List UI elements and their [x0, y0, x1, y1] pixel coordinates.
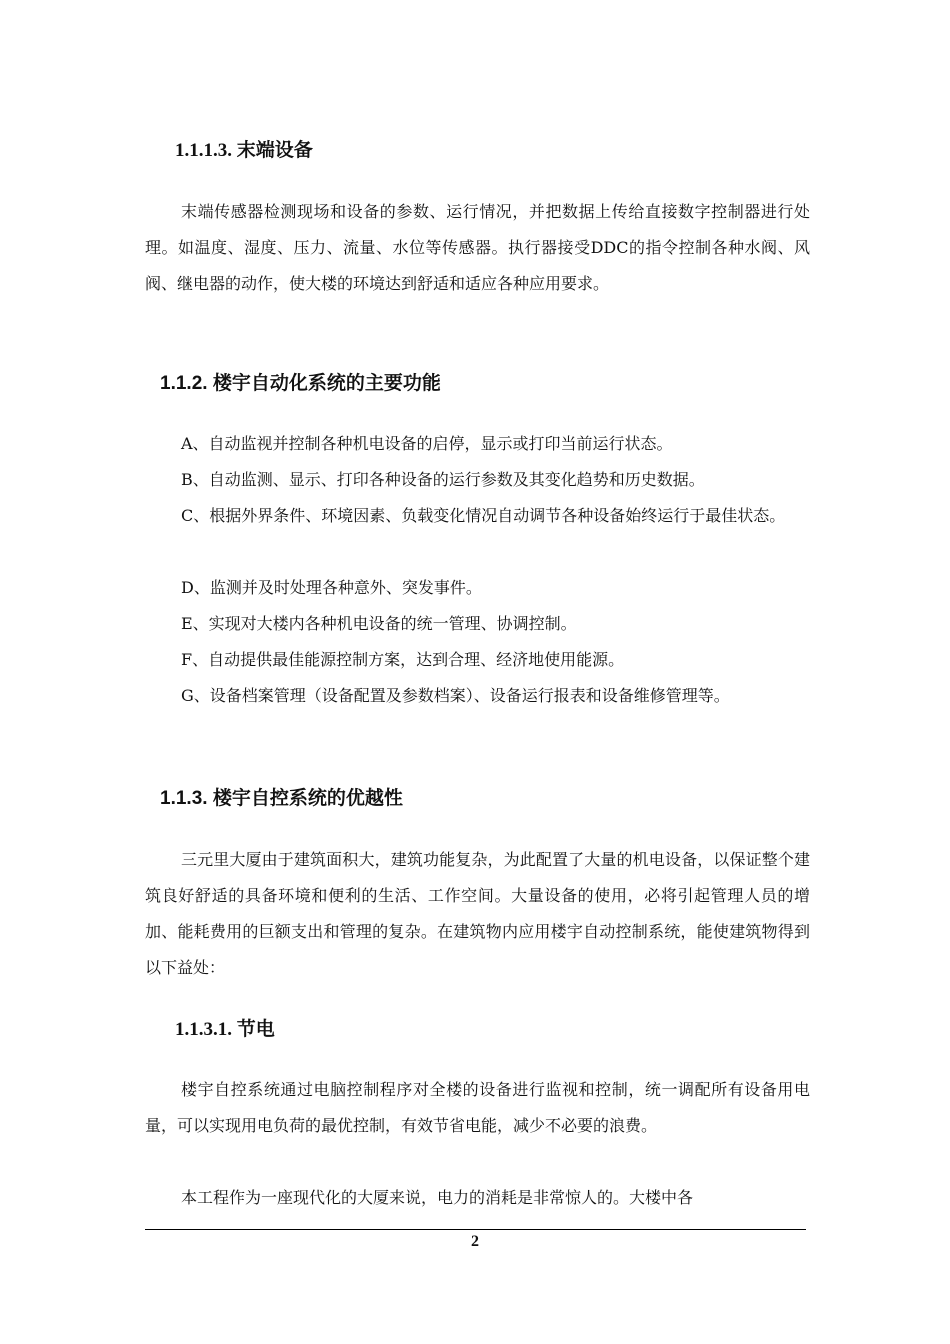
list-item-g: G、设备档案管理（设备配置及参数档案）、设备运行报表和设备维修管理等。 — [181, 686, 730, 705]
list-item-e: E、实现对大楼内各种机电设备的统一管理、协调控制。 — [181, 614, 577, 633]
heading-1-1-3: 1.1.3. 楼宇自控系统的优越性 — [160, 788, 403, 809]
heading-1-1-2: 1.1.2. 楼宇自动化系统的主要功能 — [160, 373, 441, 394]
list-item-d: D、监测并及时处理各种意外、突发事件。 — [181, 578, 482, 597]
list-item-f: F、自动提供最佳能源控制方案，达到合理、经济地使用能源。 — [181, 650, 625, 669]
heading-1-1-1-3: 1.1.1.3. 末端设备 — [175, 140, 313, 161]
list-item-a: A、自动监视并控制各种机电设备的启停，显示或打印当前运行状态。 — [181, 434, 673, 453]
paragraph-advantages: 三元里大厦由于建筑面积大，建筑功能复杂，为此配置了大量的机电设备，以保证整个建筑良好舒适的具备环境和便利的生活、工作空间。大量设备的使用，必将引起管理人员的增加、能耗费用的巨额支出和管理的复杂。在建筑物内应用楼宇自动控制系统，能使建筑物得到以下益处： — [145, 850, 810, 977]
paragraph-power-saving-2: 本工程作为一座现代化的大厦来说，电力的消耗是非常惊人的。大楼中各 — [181, 1188, 694, 1207]
list-item-b: B、自动监测、显示、打印各种设备的运行参数及其变化趋势和历史数据。 — [181, 470, 705, 489]
paragraph-power-saving-1: 楼宇自控系统通过电脑控制程序对全楼的设备进行监视和控制，统一调配所有设备用电量，可以实现用电负荷的最优控制，有效节省电能，减少不必要的浪费。 — [145, 1080, 810, 1135]
page-number: 2 — [471, 1233, 479, 1250]
heading-1-1-3-1: 1.1.3.1. 节电 — [175, 1019, 275, 1040]
footer-divider — [145, 1229, 806, 1230]
list-item-c: C、根据外界条件、环境因素、负载变化情况自动调节各种设备始终运行于最佳状态。 — [181, 506, 786, 525]
paragraph-end-devices: 末端传感器检测现场和设备的参数、运行情况，并把数据上传给直接数字控制器进行处理。如温度、湿度、压力、流量、水位等传感器。执行器接受DDC的指令控制各种水阀、风阀、继电器的动作，使大楼的环境达到舒适和适应各种应用要求。 — [145, 202, 810, 293]
